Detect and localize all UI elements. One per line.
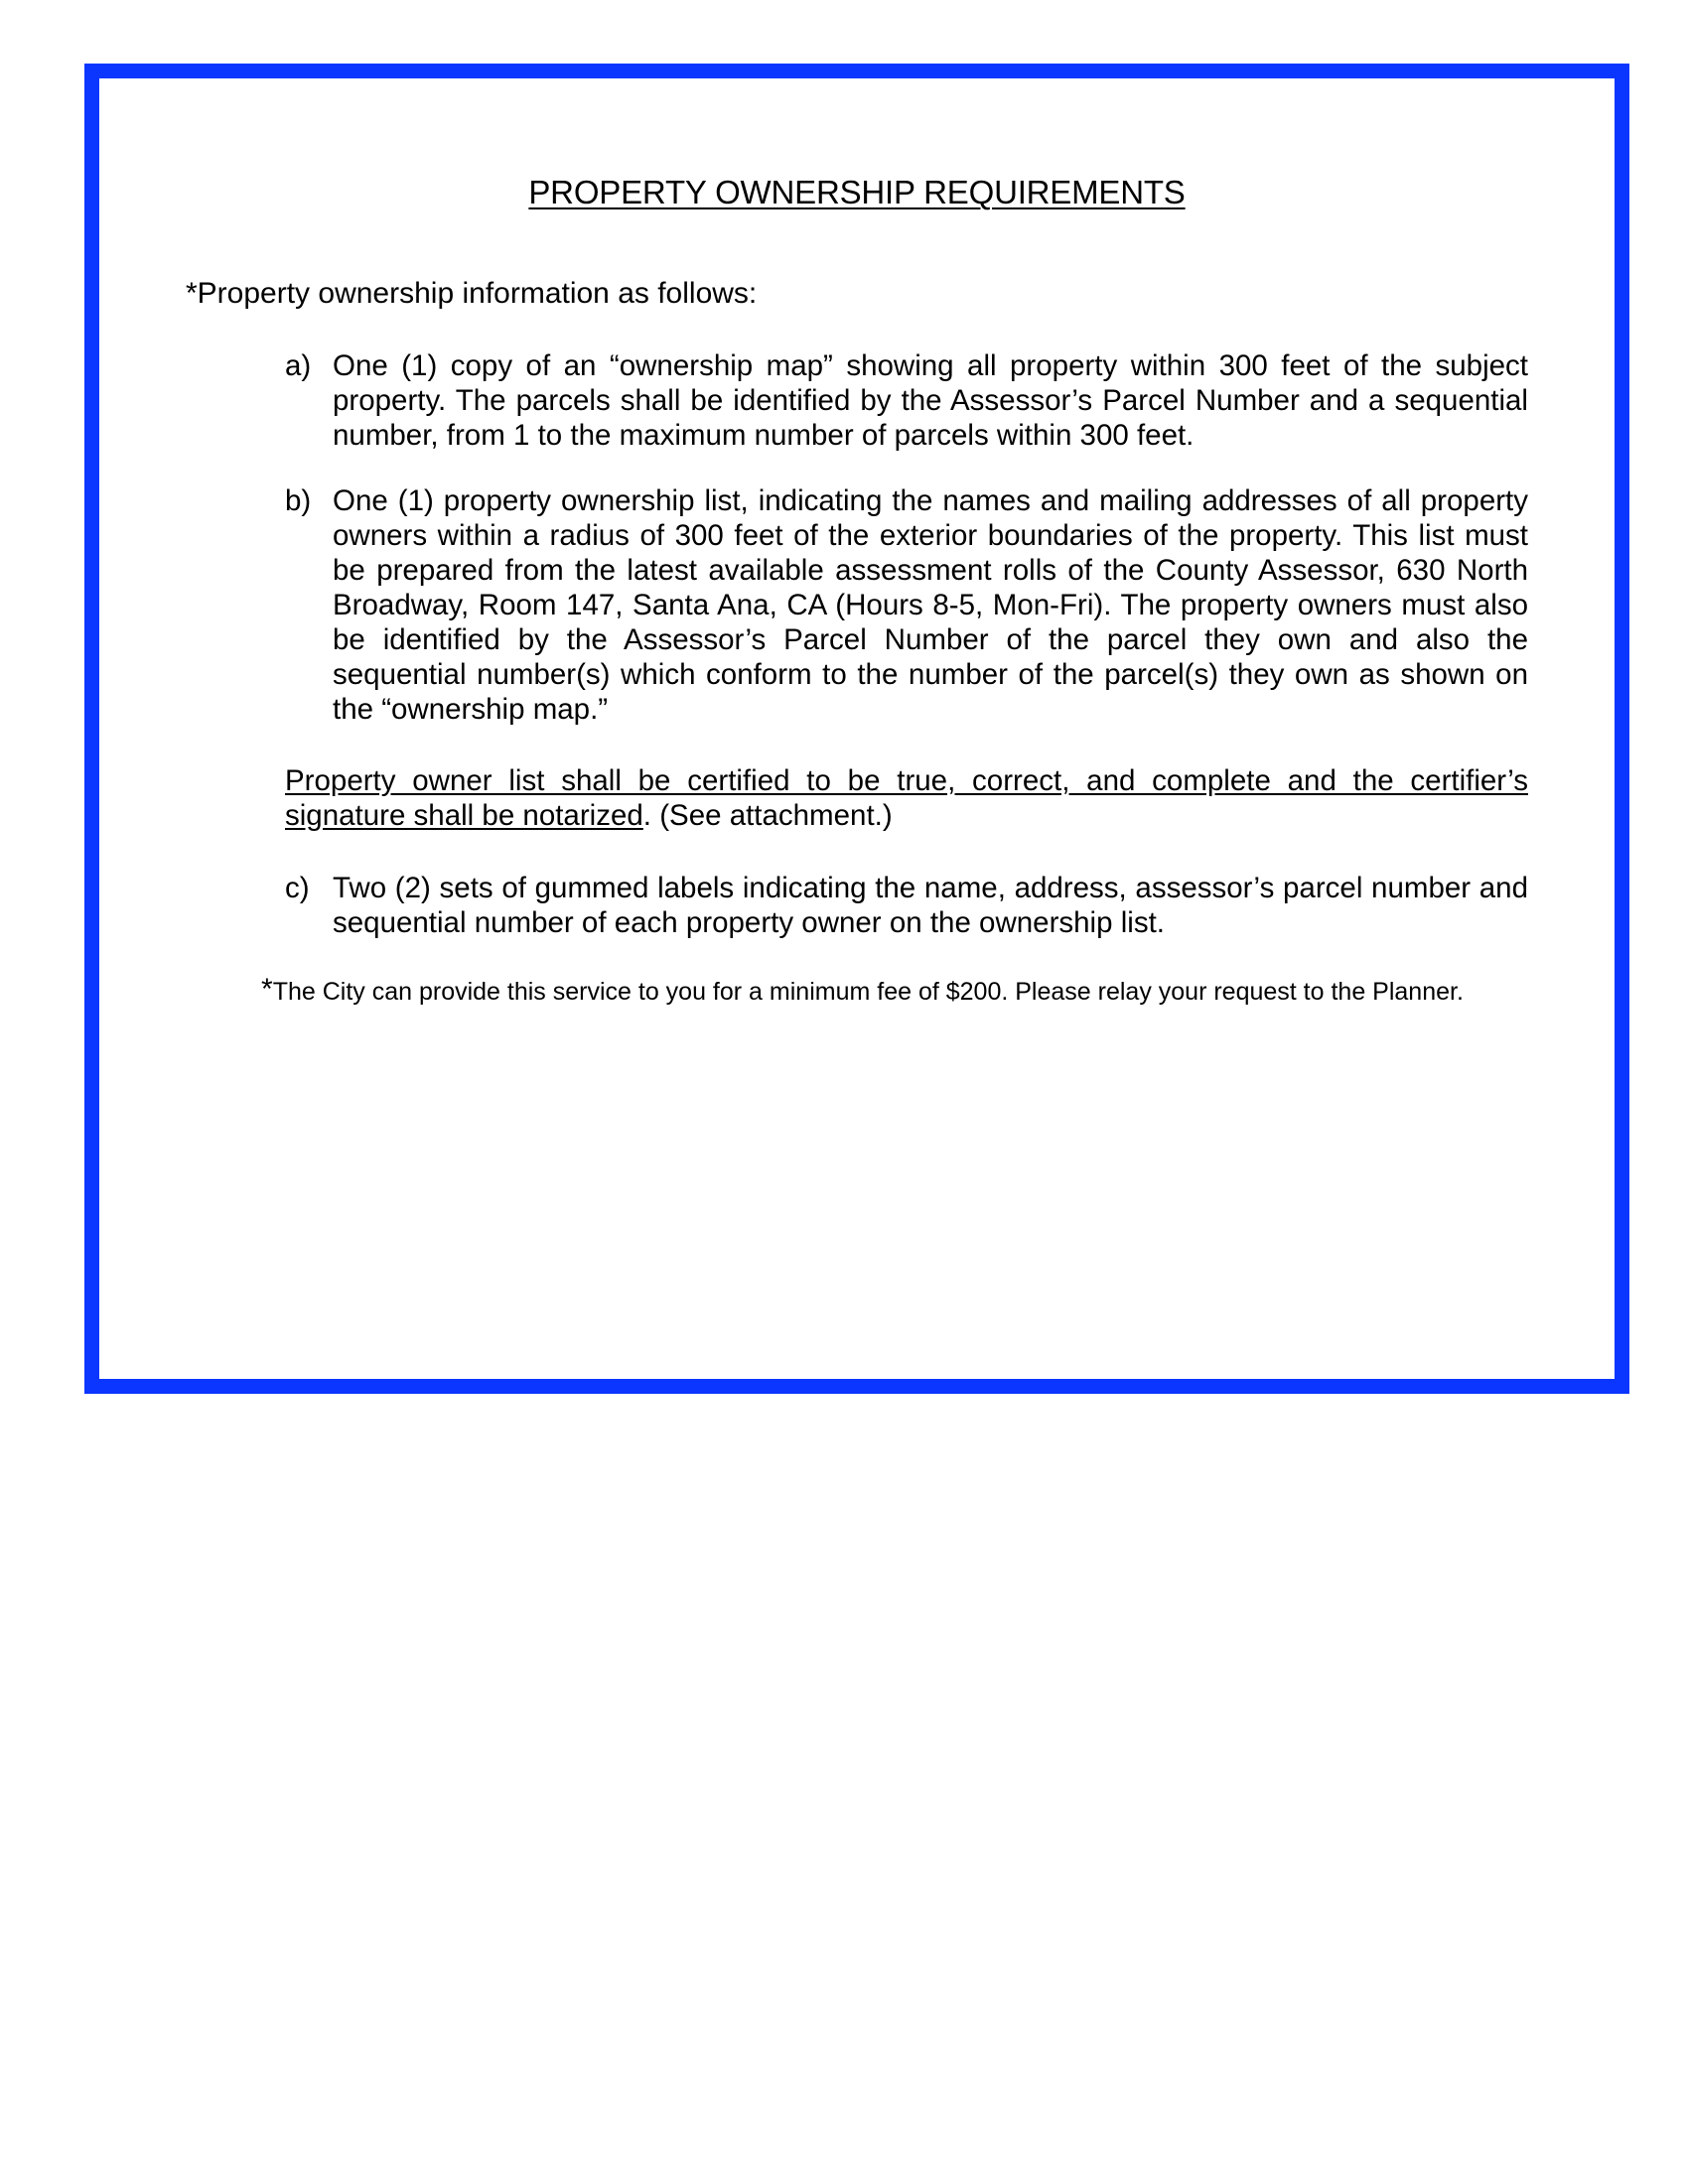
list-item-b [285,483,1528,727]
footnote-asterisk: * [261,973,273,1006]
footnote [261,973,1528,1008]
footnote-text: The City can provide this service to you for a minimum fee of $200. Please relay your request to the Planner. [272,978,1464,1006]
list-marker: c) [285,872,310,904]
list-item-text: Two (2) sets of gummed labels indicating the name, address, assessor’s parcel number and sequential number of each property owner on the ownership list. [333,872,1528,939]
intro-text: *Property ownership information as follows: [186,277,758,310]
certification-rest-text: . (See attachment.) [642,799,893,832]
certification-note [285,763,1528,833]
certification-underlined-text: Property owner list shall be certified to be true, correct, and complete and the certifier’s signature shall be notarized [285,764,1528,832]
list-marker: a) [285,349,312,382]
document-frame [84,64,1629,1394]
list-item-c [285,871,1528,940]
list-item-text: One (1) copy of an “ownership map” showing all property within 300 feet of the subject property. The parcels shall be identified by the Assessor’s Parcel Number and a sequential number, from 1 to the maximum number of parcels within 300 feet. [333,349,1528,452]
list-item-text: One (1) property ownership list, indicating the names and mailing addresses of all property owners within a radius of 300 feet of the exterior boundaries of the property. This list must be prepared from the latest available assessment rolls of the County Assessor, 630 North Broadway, Room 147, Santa Ana, CA (Hours 8-5, Mon-Fri). The property owners must also be identified by the Assessor’s Parcel Number of the parcel they own and also the sequential number(s) which conform to the number of the parcel(s) they own as shown on the “ownership map.” [333,484,1528,726]
list-item-a [285,348,1528,453]
list-marker: b) [285,484,312,517]
page-title: PROPERTY OWNERSHIP REQUIREMENTS [528,174,1186,210]
